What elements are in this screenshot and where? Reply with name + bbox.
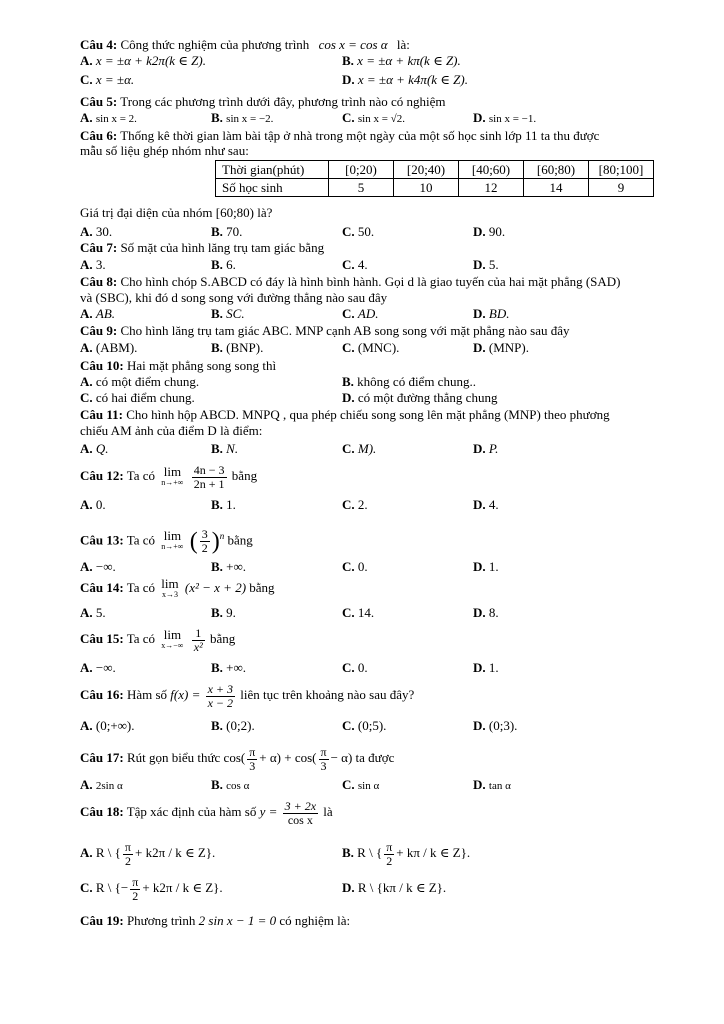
q14-options: A. 5. B. 9. C. 14. D. 8. bbox=[80, 605, 499, 620]
q17-fraction-1: $\frac{\pi}{3}$ bbox=[249, 744, 256, 773]
q18-option-c: C. R \ {− $\frac{\pi}{2}$ + k2π / k ∈ Z}. bbox=[80, 874, 223, 903]
q9-option-a: (ABM). bbox=[95, 340, 138, 355]
q4-label: Câu 4: bbox=[80, 37, 118, 52]
table-row bbox=[216, 179, 654, 197]
q7-option-b: 6. bbox=[226, 257, 236, 272]
table-header-cell: [20;40) bbox=[394, 161, 459, 179]
q15-pre: Ta có bbox=[126, 631, 156, 646]
question-14 bbox=[80, 575, 684, 601]
q16-tail: liên tục trên khoảng nào sau đây? bbox=[240, 687, 415, 702]
q17-expr-part3: − α) bbox=[330, 750, 353, 765]
question-15 bbox=[80, 622, 684, 656]
q5-option-c: sin x = √2. bbox=[357, 113, 405, 125]
q12-tail: bằng bbox=[231, 468, 258, 483]
q8-option-c: AD. bbox=[357, 306, 379, 321]
q13-option-a: −∞. bbox=[95, 559, 116, 574]
q14-option-a: 5. bbox=[95, 605, 106, 620]
q6-question: Giá trị đại diện của nhóm [60;80) là? bbox=[80, 205, 273, 220]
question-4 bbox=[80, 37, 684, 52]
question-6 bbox=[80, 128, 684, 143]
question-11 bbox=[80, 407, 684, 422]
q18-label: Câu 18: bbox=[80, 804, 124, 819]
q8-label: Câu 8: bbox=[80, 274, 118, 289]
q10-options-row2: C. có hai điểm chung. D. có một đường thẳng chung bbox=[80, 390, 498, 405]
q6-frequency-table bbox=[215, 160, 654, 197]
q15-option-a: −∞. bbox=[95, 660, 116, 675]
question-7 bbox=[80, 240, 684, 255]
q4-option-d: x = ±α + k4π(k ∈ Z). bbox=[357, 72, 468, 87]
q8-option-d: BD. bbox=[488, 306, 510, 321]
q12-option-d: 4. bbox=[488, 497, 499, 512]
q16-options: A. (0;+∞). B. (0;2). C. (0;5). D. (0;3). bbox=[80, 718, 518, 733]
q13-options: A. −∞. B. +∞. C. 0. D. 1. bbox=[80, 559, 499, 574]
q12-option-b: 1. bbox=[226, 497, 236, 512]
q11-options: A. Q. B. N. C. M). D. P. bbox=[80, 441, 499, 456]
q10-text: Hai mặt phẳng song song thì bbox=[126, 358, 277, 373]
q18-pre: Tập xác định của hàm số bbox=[126, 804, 257, 819]
q16-option-c: (0;5). bbox=[357, 718, 387, 733]
q17-option-a: 2sin α bbox=[95, 780, 123, 792]
q15-option-c: 0. bbox=[357, 660, 368, 675]
q18-y: y = bbox=[259, 804, 278, 819]
q10-option-d: có một đường thẳng chung bbox=[357, 390, 498, 405]
q13-tail: bằng bbox=[227, 532, 253, 548]
q7-option-d: 5. bbox=[488, 257, 499, 272]
q9-option-b: (BNP). bbox=[226, 340, 264, 355]
q13-pre: Ta có bbox=[126, 532, 156, 548]
table-cell: 5 bbox=[329, 179, 394, 197]
q16-option-d: (0;3). bbox=[488, 718, 518, 733]
q15-option-d: 1. bbox=[488, 660, 499, 675]
q18-option-a: A. R \ { $\frac{\pi}{2}$ + k2π / k ∈ Z}. bbox=[80, 839, 216, 868]
q11-option-c: M). bbox=[357, 441, 377, 456]
q8-text1: Cho hình chóp S.ABCD có đáy là hình bình hành. Gọi d là giao tuyến của hai mặt phẳng (SAD) bbox=[120, 274, 621, 289]
q19-text: Phương trình bbox=[126, 913, 196, 928]
q13-fraction: $\frac{3}{2}$ bbox=[201, 526, 208, 555]
q13-option-d: 1. bbox=[488, 559, 499, 574]
q6-options: A. 30. B. 70. C. 50. D. 90. bbox=[80, 224, 506, 239]
q16-fraction: $\frac{x + 3}{x - 2}$ bbox=[207, 681, 234, 710]
q11-option-a: Q. bbox=[95, 441, 109, 456]
q4-option-c: x = ±α. bbox=[95, 72, 135, 87]
q10-options-row1: A. có một điểm chung. B. không có điểm chung.. bbox=[80, 374, 476, 389]
q17-label: Câu 17: bbox=[80, 750, 124, 765]
q4-options-row2: C. x = ±α. D. x = ±α + k4π(k ∈ Z). bbox=[80, 72, 468, 87]
q14-label: Câu 14: bbox=[80, 580, 124, 595]
q18-tail: là bbox=[323, 804, 333, 819]
q13-label: Câu 13: bbox=[80, 532, 124, 548]
q7-label: Câu 7: bbox=[80, 240, 118, 255]
q15-label: Câu 15: bbox=[80, 631, 124, 646]
question-19 bbox=[80, 913, 684, 928]
question-18 bbox=[80, 795, 684, 829]
q19-eq: 2 sin x − 1 = 0 bbox=[198, 913, 277, 928]
q11-option-d: P. bbox=[488, 441, 499, 456]
q4-option-b: x = ±α + kπ(k ∈ Z). bbox=[357, 53, 461, 68]
q8-text2: và (SBC), khi đó d song song với đường thẳng nào sau đây bbox=[80, 290, 388, 305]
q6-text2: mẫu số liệu ghép nhóm như sau: bbox=[80, 143, 249, 158]
question-13: Câu 13: Ta có lim n→+∞ ( $\frac{3}{2}$ )$^n$ bằng bbox=[80, 526, 253, 555]
q6-option-d: 90. bbox=[488, 224, 506, 239]
table-cell: 10 bbox=[394, 179, 459, 197]
q4-eq: cos x = cos α bbox=[318, 37, 388, 52]
table-header-cell: [40;60) bbox=[459, 161, 524, 179]
q18-options-row1 bbox=[80, 838, 700, 868]
question-10 bbox=[80, 358, 684, 373]
table-header-cell: [60;80) bbox=[524, 161, 589, 179]
q9-option-d: (MNP). bbox=[488, 340, 529, 355]
table-cell: Số học sinh bbox=[216, 179, 329, 197]
q12-options: A. 0. B. 1. C. 2. D. 4. bbox=[80, 497, 499, 512]
q7-options: A. 3. B. 6. C. 4. D. 5. bbox=[80, 257, 499, 272]
q12-fraction: $\frac{4n - 3}{2n + 1}$ bbox=[193, 462, 225, 491]
q10-label: Câu 10: bbox=[80, 358, 124, 373]
q6-option-b: 70. bbox=[226, 224, 243, 239]
q18-options-row2 bbox=[80, 873, 700, 903]
q6-label: Câu 6: bbox=[80, 128, 118, 143]
q16-option-b: (0;2). bbox=[226, 718, 255, 733]
q15-limit: lim x→−∞ bbox=[161, 627, 184, 651]
table-cell: 9 bbox=[589, 179, 654, 197]
q8-option-b: SC. bbox=[226, 306, 245, 321]
table-header-cell: Thời gian(phút) bbox=[216, 161, 329, 179]
q7-option-a: 3. bbox=[95, 257, 106, 272]
q13-option-c: 0. bbox=[357, 559, 368, 574]
q4-text: Công thức nghiệm của phương trình bbox=[120, 37, 310, 52]
q18-option-d: D. R \ {kπ / k ∈ Z}. bbox=[342, 880, 447, 895]
q9-option-c: (MNC). bbox=[357, 340, 400, 355]
q13-limit: lim n→+∞ bbox=[161, 528, 184, 552]
q11-label: Câu 11: bbox=[80, 407, 123, 422]
q9-label: Câu 9: bbox=[80, 323, 118, 338]
q8-option-a: AB. bbox=[95, 306, 116, 321]
q14-expression: (x² − x + 2) bbox=[184, 580, 247, 595]
q10-option-a: có một điểm chung. bbox=[95, 374, 200, 389]
q5-options: A. sin x = 2. B. sin x = −2. C. sin x = √2. D. sin x = −1. bbox=[80, 110, 537, 125]
q12-option-c: 2. bbox=[357, 497, 368, 512]
q6-option-a: 30. bbox=[95, 224, 113, 239]
q4-options-row1: A. x = ±α + k2π(k ∈ Z). B. x = ±α + kπ(k ∈ Z). bbox=[80, 53, 461, 68]
q17-expr-part2: + α) + cos( bbox=[259, 750, 317, 765]
q6-text1: Thống kê thời gian làm bài tập ở nhà trong một ngày của một số học sinh lớp 11 ta thu được bbox=[120, 128, 600, 143]
q17-expr-part1: cos( bbox=[223, 750, 246, 765]
q15-options: A. −∞. B. +∞. C. 0. D. 1. bbox=[80, 660, 499, 675]
q11-text2: chiếu AM ảnh của điểm D là điểm: bbox=[80, 423, 263, 438]
q17-fraction-2: $\frac{\pi}{3}$ bbox=[320, 744, 327, 773]
q5-label: Câu 5: bbox=[80, 94, 118, 109]
question-12 bbox=[80, 460, 684, 492]
q16-fx: f(x) = bbox=[170, 687, 201, 702]
q8-options: A. AB. B. SC. C. AD. D. BD. bbox=[80, 306, 510, 321]
table-header-cell: [80;100] bbox=[589, 161, 654, 179]
q18-fraction: $\frac{3 + 2x}{\text{cos x}}$ bbox=[284, 798, 317, 827]
q17-option-d: tan α bbox=[488, 780, 511, 792]
q10-option-c: có hai điểm chung. bbox=[95, 390, 195, 405]
q17-option-b: cos α bbox=[226, 780, 250, 792]
q5-option-d: sin x = −1. bbox=[488, 113, 537, 125]
table-cell: 14 bbox=[524, 179, 589, 197]
q9-text: Cho hình lăng trụ tam giác ABC. MNP cạnh AB song song với mặt phẳng nào sau đây bbox=[120, 323, 570, 338]
q15-option-b: +∞. bbox=[226, 660, 247, 675]
q5-option-a: sin x = 2. bbox=[95, 113, 137, 125]
table-cell: 12 bbox=[459, 179, 524, 197]
table-row bbox=[216, 161, 654, 179]
q17-option-c: sin α bbox=[357, 780, 380, 792]
q16-label: Câu 16: bbox=[80, 687, 124, 702]
q17-options: A. 2sin α B. cos α C. sin α D. tan α bbox=[80, 777, 511, 792]
q16-pre: Hàm số bbox=[126, 687, 168, 702]
q15-tail: bằng bbox=[209, 631, 236, 646]
q17-tail: ta được bbox=[355, 750, 395, 765]
q7-text: Số mặt của hình lăng trụ tam giác bằng bbox=[120, 240, 325, 255]
q14-tail: bằng bbox=[249, 580, 275, 595]
q13-exponent: n bbox=[219, 531, 225, 541]
q19-tail: có nghiệm là: bbox=[279, 913, 351, 928]
q6-option-c: 50. bbox=[357, 224, 375, 239]
q14-option-c: 14. bbox=[357, 605, 375, 620]
q4-tail: là: bbox=[396, 37, 410, 52]
question-5 bbox=[80, 94, 684, 109]
table-header-cell: [0;20) bbox=[329, 161, 394, 179]
q19-label: Câu 19: bbox=[80, 913, 124, 928]
q12-limit: lim n→+∞ bbox=[161, 464, 184, 488]
q7-option-c: 4. bbox=[357, 257, 368, 272]
q16-option-a: (0;+∞). bbox=[95, 718, 135, 733]
q17-pre: Rút gọn biểu thức bbox=[126, 750, 221, 765]
q14-limit: lim x→3 bbox=[161, 576, 179, 600]
q5-text: Trong các phương trình dưới đây, phương trình nào có nghiệm bbox=[120, 94, 446, 109]
q14-pre: Ta có bbox=[126, 580, 156, 595]
q12-pre: Ta có bbox=[126, 468, 156, 483]
q11-option-b: N. bbox=[226, 441, 239, 456]
q14-option-b: 9. bbox=[226, 605, 236, 620]
q9-options: A. (ABM). B. (BNP). C. (MNC). D. (MNP). bbox=[80, 340, 529, 355]
q15-fraction: $\frac{1}{\text{x²}}$ bbox=[193, 625, 203, 654]
question-9 bbox=[80, 323, 684, 338]
q18-option-b: B. R \ { $\frac{\pi}{2}$ + kπ / k ∈ Z}. bbox=[342, 839, 471, 868]
question-8 bbox=[80, 274, 684, 289]
q4-option-a: x = ±α + k2π(k ∈ Z). bbox=[95, 53, 206, 68]
question-16 bbox=[80, 678, 684, 712]
q10-option-b: không có điểm chung.. bbox=[357, 374, 476, 389]
q11-text1: Cho hình hộp ABCD. MNPQ , qua phép chiếu song song lên mặt phẳng (MNP) theo phương bbox=[126, 407, 610, 422]
q12-option-a: 0. bbox=[95, 497, 106, 512]
q5-option-b: sin x = −2. bbox=[226, 113, 274, 125]
q14-option-d: 8. bbox=[488, 605, 499, 620]
question-17 bbox=[80, 741, 684, 775]
q12-label: Câu 12: bbox=[80, 468, 124, 483]
q13-option-b: +∞. bbox=[226, 559, 247, 574]
